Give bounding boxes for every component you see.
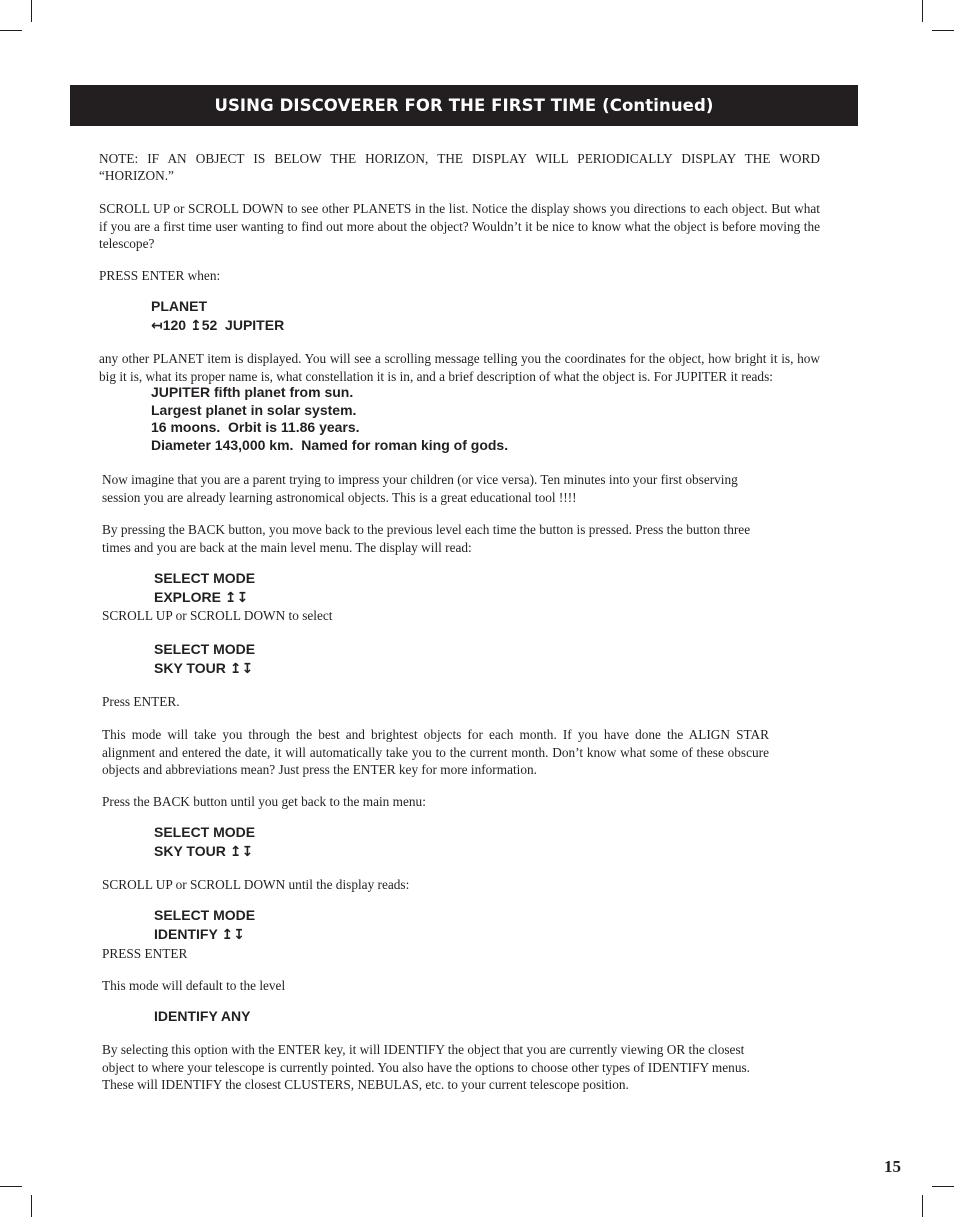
note-paragraph-line1: NOTE: IF AN OBJECT IS BELOW THE HORIZON, THE DISPLAY WILL PERIODICALLY DISPLAY THE WORD: [99, 151, 820, 166]
now-imagine-paragraph: Now imagine that you are a parent trying to impress your children (or vice versa). Ten minutes into your first observing session you are already learning astronomical objects. This is a great educational tool !!!!: [102, 472, 738, 505]
display-skytour-line2: SKY TOUR ↥↧: [154, 660, 254, 676]
by-pressing-back-paragraph: By pressing the BACK button, you move back to the previous level each time the button is pressed. Press the button three times and you are back at the main level menu. The display will read:: [102, 522, 751, 555]
page-number: 15: [884, 1157, 901, 1176]
display-identify-line2: IDENTIFY ↥↧: [154, 926, 245, 942]
scroll-planets-paragraph: SCROLL UP or SCROLL DOWN to see other PLANETS in the list. Notice the display shows you directions to each object. But what if you are a first time user wanting to find out more about the object? Wouldn’t it be nice to know what the object is before moving the telescope?: [99, 201, 820, 252]
jupiter-display-line2: Largest planet in solar system.: [151, 402, 357, 418]
jupiter-display-line3: 16 moons. Orbit is 11.86 years.: [151, 419, 360, 435]
press-back-until-text: Press the BACK button until you get back to the main menu:: [102, 794, 426, 809]
display-explore-line2: EXPLORE ↥↧: [154, 589, 249, 605]
section-header: [70, 85, 858, 126]
default-level-text: This mode will default to the level: [102, 978, 286, 993]
crop-mark: [0, 30, 22, 31]
display-skytour2-line1: SELECT MODE: [154, 824, 256, 840]
crop-mark: [922, 0, 923, 22]
crop-mark: [0, 1186, 22, 1187]
crop-mark: [922, 1195, 923, 1217]
display-identify-line1: SELECT MODE: [154, 907, 256, 923]
display-planet-line1: PLANET: [151, 298, 207, 314]
display-explore-line1: SELECT MODE: [154, 570, 256, 586]
crop-mark: [31, 1195, 32, 1217]
jupiter-display-line1: JUPITER fifth planet from sun.: [151, 384, 354, 400]
press-enter-when-text: PRESS ENTER when:: [99, 268, 221, 283]
press-enter-caps-text: PRESS ENTER: [102, 946, 188, 961]
display-skytour-line1: SELECT MODE: [154, 641, 256, 657]
section-title: USING DISCOVERER FOR THE FIRST TIME (Continued): [214, 96, 714, 115]
any-other-planet-paragraph: any other PLANET item is displayed. You will see a scrolling message telling you the coordinates for the object, how bright it is, how big it is, what its proper name is, what constellation it is in, and a brief description of what the object is. For JUPITER it reads:: [99, 351, 820, 384]
display-planet-line2: ↤120 ↥52 JUPITER: [151, 317, 285, 333]
press-enter-text: Press ENTER.: [102, 694, 180, 709]
crop-mark: [932, 1186, 954, 1187]
crop-mark: [932, 30, 954, 31]
crop-mark: [31, 0, 32, 22]
scroll-to-select-text: SCROLL UP or SCROLL DOWN to select: [102, 608, 333, 623]
by-selecting-paragraph: By selecting this option with the ENTER key, it will IDENTIFY the object that you are currently viewing OR the closest object to where your telescope is currently pointed. You also have the options to choose other types of IDENTIFY menus. These will IDENTIFY the closest CLUSTERS, NEBULAS, etc. to your current telescope position.: [102, 1042, 750, 1093]
scroll-until-display-text: SCROLL UP or SCROLL DOWN until the display reads:: [102, 877, 410, 892]
jupiter-display-line4: Diameter 143,000 km. Named for roman king of gods.: [151, 437, 509, 453]
this-mode-will-take-paragraph: This mode will take you through the best and brightest objects for each month. If you have done the ALIGN STAR alignment and entered the date, it will automatically take you to the current month. Don’t know what some of these obscure objects and abbreviations mean? Just press the ENTER key for more information.: [102, 727, 769, 778]
display-identify-any: IDENTIFY ANY: [154, 1008, 251, 1024]
note-paragraph-line2: “HORIZON.”: [99, 168, 174, 183]
display-skytour2-line2: SKY TOUR ↥↧: [154, 843, 254, 859]
